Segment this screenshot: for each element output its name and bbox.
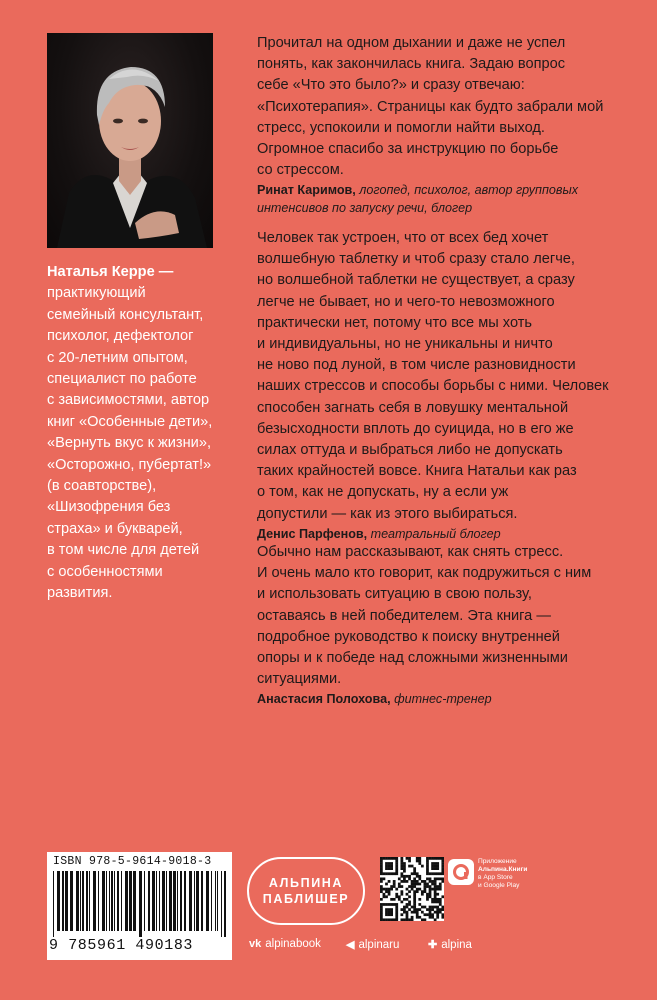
telegram-icon: ◀: [346, 939, 355, 951]
bio-line: «Шизофрения без: [47, 499, 171, 516]
quote-line: Обычно нам рассказывают, как снять стресс.: [257, 544, 564, 560]
reviewer-name: Ринат Каримов,: [257, 183, 356, 198]
app-text-line: Приложение: [478, 858, 517, 865]
quote-line: не ново под луной, в том числе разновидности: [257, 357, 576, 374]
author-name: Наталья Керре —: [47, 264, 174, 280]
author-photo: [47, 33, 213, 248]
quote-line: Человек так устроен, что от всех бед хочет: [257, 230, 549, 246]
logo-line: АЛЬПИНА: [268, 876, 344, 890]
quote-line: волшебную таблетку и чтоб сразу стало легче,: [257, 251, 575, 268]
quote-line: И очень мало кто говорит, как подружиться с ним: [257, 565, 592, 582]
bio-line: развития.: [47, 585, 113, 602]
bio-line: специалист по работе: [47, 371, 197, 388]
bio-line: «Осторожно, пубертат!»: [47, 456, 212, 473]
bio-line: книг «Особенные дети»,: [47, 413, 213, 430]
quote-line: безысходности вплоть до суицида, но в его же: [257, 420, 574, 437]
social-link-vk[interactable]: [249, 938, 321, 950]
quote-line: со стрессом.: [257, 162, 344, 179]
reviewer-role: интенсивов по запуску речи, блогер: [257, 201, 473, 216]
quote-line: «Психотерапия». Страницы как будто забрали мой: [257, 98, 604, 115]
vk-icon: vk: [249, 938, 262, 950]
app-icon: [448, 859, 474, 885]
quote-attribution: [257, 690, 591, 708]
quote-line: ситуациями.: [257, 671, 342, 688]
quote-line: допустили — как из этого выбираться.: [257, 505, 518, 522]
quote-line: практически нет, потому что все мы хоть: [257, 314, 533, 331]
reviewer-name: Денис Парфенов,: [257, 526, 368, 541]
bio-line: с особенностями: [47, 563, 163, 580]
reviewer-role: фитнес-тренер: [390, 692, 492, 707]
review-quote: [257, 542, 591, 708]
isbn-barcode: [47, 852, 232, 960]
bio-line: с зависимостями, автор: [47, 392, 210, 409]
bio-line: психолог, дефектолог: [47, 328, 194, 345]
quote-line: наших стрессов и способы борьбы с ними. Человек: [257, 378, 609, 395]
quote-line: опоры и к победе над сложными жизненными: [257, 650, 568, 667]
quote-line: подробное руководство к поиску внутренней: [257, 628, 560, 645]
quote-line: способен загнать себя в ловушку ментальной: [257, 399, 569, 416]
app-text-line: в App Store: [478, 874, 513, 881]
bio-line: с 20-летним опытом,: [47, 349, 188, 366]
logo-line: ПАБЛИШЕР: [262, 892, 350, 906]
quote-line: Прочитал на одном дыхании и даже не успел: [257, 35, 566, 51]
barcode-bars: [53, 871, 226, 937]
qr-code[interactable]: [380, 857, 444, 921]
social-handle: alpina: [441, 938, 472, 951]
quote-attribution: [257, 199, 637, 217]
quote-line: таких крайностей вовсе. Книга Натальи как раз: [257, 463, 577, 480]
review-quote: [257, 33, 637, 217]
quote-line: и использовать ситуацию в свою пользу,: [257, 586, 532, 603]
app-text-line: и Google Play: [478, 882, 520, 889]
alpina-icon: ✚: [428, 939, 438, 951]
review-quote: [257, 228, 608, 543]
social-handle: alpinaru: [358, 938, 400, 951]
bio-line: страха» и букварей,: [47, 520, 183, 537]
social-link-alpina[interactable]: [428, 938, 472, 951]
quote-attribution: [257, 181, 637, 199]
bio-line: (в соавторстве),: [47, 478, 157, 495]
reviews-column: [257, 33, 637, 707]
quote-line: понять, как закончилась книга. Задаю вопрос: [257, 56, 566, 73]
quote-line: легче не бывает, но и чего-то невозможного: [257, 293, 555, 310]
quote-line: Огромное спасибо за инструкцию по борьбе: [257, 141, 559, 158]
quote-line: но волшебной таблетки не существует, а сразу: [257, 272, 575, 289]
quote-line: себе «Что это было?» и сразу отвечаю:: [257, 77, 525, 94]
app-text-line: Альпина.Книги: [478, 866, 528, 873]
publisher-logo: [247, 857, 365, 925]
reviewer-name: Анастасия Полохова,: [257, 692, 391, 707]
app-store-text: [478, 858, 527, 890]
reviewer-role: логопед, психолог, автор групповых: [355, 183, 579, 198]
barcode-digits: 9 785961 490183: [49, 937, 194, 954]
quote-line: оставаясь в ней победителем. Эта книга —: [257, 607, 551, 624]
quote-line: и индивидуальны, но не уникальны и ничто: [257, 336, 553, 353]
bio-line: в том числе для детей: [47, 542, 200, 559]
bio-line: семейный консультант,: [47, 306, 204, 323]
social-handle: alpinabook: [265, 938, 321, 950]
quote-line: стресс, успокоили и помогли найти выход.: [257, 119, 545, 136]
quote-attribution: [257, 525, 608, 543]
bio-line: практикующий: [47, 285, 146, 302]
isbn-number: ISBN 978-5-9614-9018-3: [53, 855, 212, 868]
social-link-telegram[interactable]: [346, 938, 399, 951]
reviewer-role: театральный блогер: [367, 526, 501, 541]
quote-line: силах оттуда и выбраться либо не допускать: [257, 442, 563, 459]
quote-line: о том, как не допускать, ну а если уж: [257, 484, 509, 501]
author-bio: [47, 262, 252, 605]
bio-line: «Вернуть вкус к жизни»,: [47, 435, 211, 452]
